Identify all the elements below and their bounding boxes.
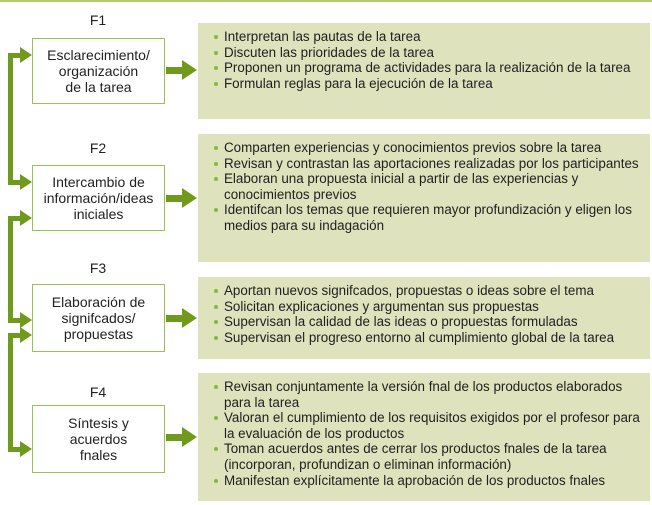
activity-item: Valoran el cumplimiento de los requisitos exigidos por el profesor para la evaluación de los productos bbox=[214, 410, 642, 441]
connector-f2-f3 bbox=[8, 218, 13, 321]
phase-title-line: signifcados/ bbox=[61, 310, 136, 326]
phase-title-line: organización bbox=[58, 63, 139, 79]
activity-item: Interpretan las pautas de la tarea bbox=[214, 29, 642, 45]
phase-title-line: Síntesis y bbox=[68, 415, 129, 431]
phase-detail-f2 bbox=[198, 134, 650, 262]
phase-title-line: Elaboración de bbox=[51, 294, 146, 310]
activity-item: Supervisan la calidad de las ideas o propuestas formuladas bbox=[214, 314, 642, 330]
phase-box-f3 bbox=[32, 284, 165, 352]
phase-box-f2 bbox=[32, 165, 165, 231]
phase-title-line: Esclarecimiento/ bbox=[47, 47, 150, 63]
activity-item: Identifcan los temas que requieren mayor profundización y eligen los medios para su indagación bbox=[214, 202, 642, 233]
phase-label-f4: F4 bbox=[89, 384, 107, 400]
phase-title-line: de la tarea bbox=[65, 79, 132, 95]
activity-item: Discuten las prioridades de la tarea bbox=[214, 45, 642, 61]
phase-title-line: información/ideas bbox=[43, 190, 154, 206]
phase-label-f1: F1 bbox=[89, 12, 107, 28]
phase-detail-f3 bbox=[198, 277, 650, 359]
activity-item: Manifestan explícitamente la aprobación de los productos fnales bbox=[214, 473, 642, 489]
activity-item: Comparten experiencias y conocimientos previos sobre la tarea bbox=[214, 140, 642, 156]
activity-item: Formulan reglas para la ejecución de la tarea bbox=[214, 76, 642, 92]
connector-f3-f4 bbox=[8, 335, 13, 450]
phase-title-line: iniciales bbox=[73, 206, 124, 222]
phase-box-f1 bbox=[32, 38, 165, 104]
activity-item: Aportan nuevos signifcados, propuestas o ideas sobre el tema bbox=[214, 283, 642, 299]
phase-label-f2: F2 bbox=[89, 140, 107, 156]
connector-f1-f2 bbox=[8, 55, 13, 183]
activity-item: Solicitan explicaciones y argumentan sus propuestas bbox=[214, 299, 642, 315]
phase-title-line: acuerdos bbox=[69, 431, 128, 447]
activity-item: Proponen un programa de actividades para la realización de la tarea bbox=[214, 60, 642, 76]
activity-item: Elaboran una propuesta inicial a partir de las experiencias y conocimientos previos bbox=[214, 171, 642, 202]
phase-title-line: propuestas bbox=[63, 326, 134, 342]
activity-item: Revisan conjuntamente la versión fnal de los productos elaborados para la tarea bbox=[214, 379, 642, 410]
activity-item: Supervisan el progreso entorno al cumplimiento global de la tarea bbox=[214, 330, 642, 346]
phase-box-f4 bbox=[32, 405, 165, 473]
activity-item: Revisan y contrastan las aportaciones realizadas por los participantes bbox=[214, 156, 642, 172]
phase-title-line: Intercambio de bbox=[52, 174, 145, 190]
phase-detail-f1 bbox=[198, 23, 650, 119]
activity-item: Toman acuerdos antes de cerrar los productos fnales de la tarea (incorporan, profundizan o eliminan información) bbox=[214, 441, 642, 472]
phase-label-f3: F3 bbox=[89, 260, 107, 276]
phase-title-line: fnales bbox=[79, 447, 118, 463]
phase-detail-f4 bbox=[198, 373, 650, 501]
